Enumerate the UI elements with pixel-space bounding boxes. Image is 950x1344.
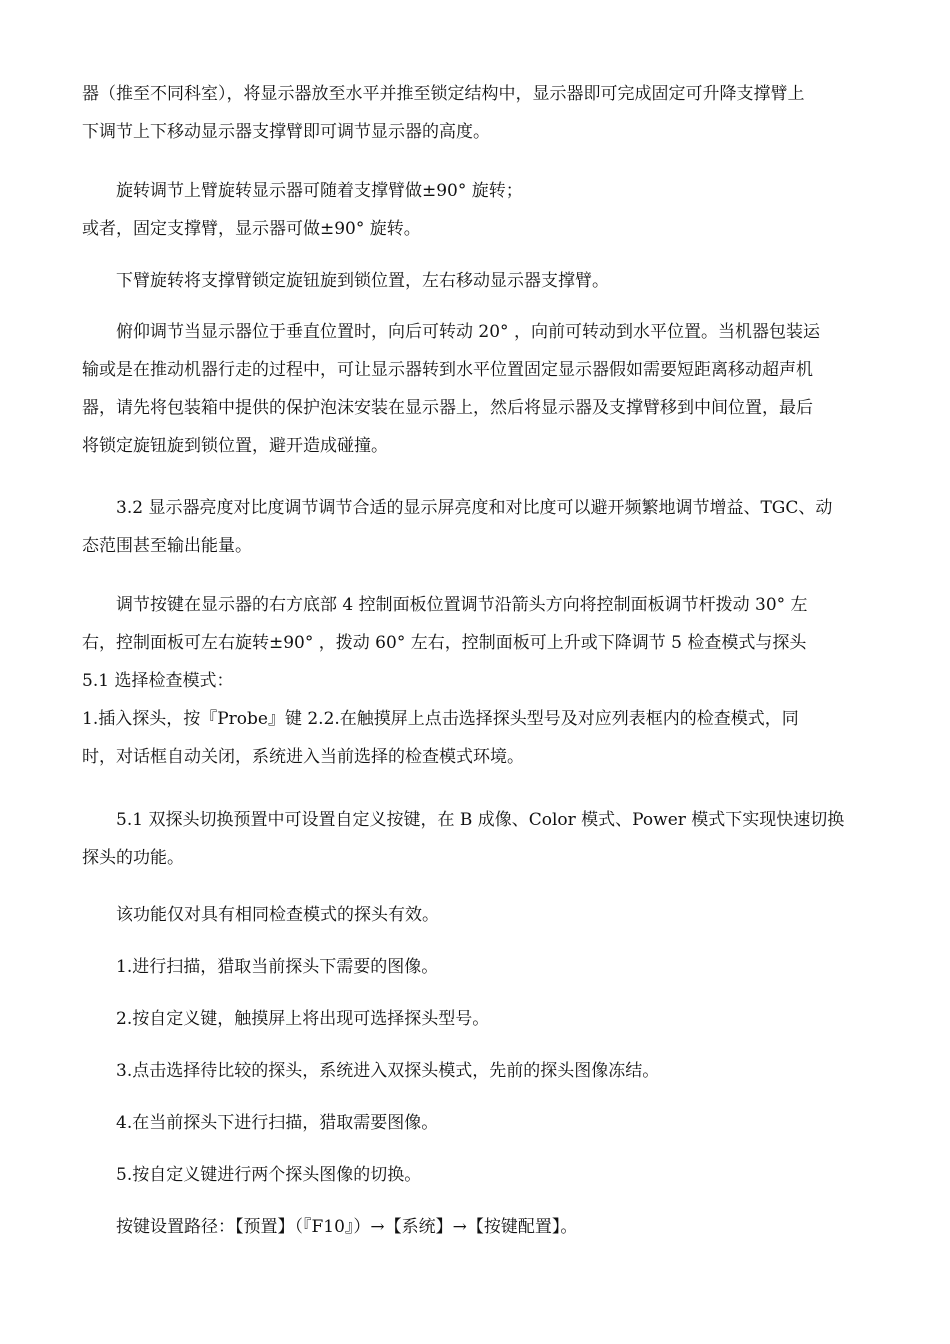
step-3: [82, 1052, 862, 1090]
text-line: 调节按键在显示器的右方底部 4 控制面板位置调节沿箭头方向将控制面板调节杆拨动 30° 左: [116, 595, 808, 615]
text-line: 1.插入探头，按『Probe』键 2.2.在触摸屏上点击选择探头型号及对应列表框内的检查模式，同: [82, 709, 799, 729]
text-line: 2.按自定义键，触摸屏上将出现可选择探头型号。: [116, 1009, 490, 1029]
paragraph-brightness: [82, 489, 862, 565]
text-line: 器，请先将包装箱中提供的保护泡沫安装在显示器上，然后将显示器及支撑臂移到中间位置，最后: [82, 398, 813, 418]
step-1: [82, 948, 862, 986]
text-line: 时，对话框自动关闭，系统进入当前选择的检查模式环境。: [82, 747, 524, 767]
text-line: 下调节上下移动显示器支撑臂即可调节显示器的高度。: [82, 122, 490, 142]
text-line: 下臂旋转将支撑臂锁定旋钮旋到锁位置，左右移动显示器支撑臂。: [116, 271, 609, 291]
step-5: [82, 1156, 862, 1194]
text-line: 3.点击选择待比较的探头，系统进入双探头模式，先前的探头图像冻结。: [116, 1061, 660, 1081]
step-4: [82, 1104, 862, 1142]
paragraph-lower-arm: [82, 262, 862, 300]
paragraph-note: [82, 896, 862, 934]
paragraph-rotation: [82, 172, 862, 248]
text-line: 该功能仅对具有相同检查模式的探头有效。: [116, 905, 439, 925]
paragraph-tilt: [82, 313, 862, 465]
text-line: 或者，固定支撑臂，显示器可做±90° 旋转。: [82, 219, 421, 239]
text-line: 5.1 双探头切换预置中可设置自定义按键，在 B 成像、Color 模式、Power 模式下实现快速切换: [116, 810, 845, 830]
text-line: 器（推至不同科室），将显示器放至水平并推至锁定结构中，显示器即可完成固定可升降支撑臂上: [82, 84, 805, 104]
paragraph-key-path: [82, 1208, 862, 1246]
text-line: 输或是在推动机器行走的过程中，可让显示器转到水平位置固定显示器假如需要短距离移动超声机: [82, 360, 813, 380]
text-line: 右，控制面板可左右旋转±90° ，拨动 60° 左右，控制面板可上升或下降调节 5 检查模式与探头: [82, 633, 807, 653]
text-line: 1.进行扫描，猎取当前探头下需要的图像。: [116, 957, 439, 977]
text-line: 态范围甚至输出能量。: [82, 536, 252, 556]
text-line: 探头的功能。: [82, 848, 184, 868]
text-line: 5.1 选择检查模式：: [82, 671, 234, 691]
text-line: 将锁定旋钮旋到锁位置，避开造成碰撞。: [82, 436, 388, 456]
paragraph-dual-probe: [82, 801, 862, 877]
text-line: 3.2 显示器亮度对比度调节调节合适的显示屏亮度和对比度可以避开频繁地调节增益、TGC、动: [116, 498, 833, 518]
text-line: 5.按自定义键进行两个探头图像的切换。: [116, 1165, 422, 1185]
paragraph-display-mount: [82, 75, 862, 151]
paragraph-control-panel: [82, 586, 862, 776]
text-line: 旋转调节上臂旋转显示器可随着支撑臂做±90° 旋转；: [116, 181, 523, 201]
step-2: [82, 1000, 862, 1038]
text-line: 按键设置路径：【预置】（『F10』）→【系统】→【按键配置】。: [116, 1217, 578, 1237]
text-line: 俯仰调节当显示器位于垂直位置时，向后可转动 20° ，向前可转动到水平位置。当机器包装运: [116, 322, 820, 342]
text-line: 4.在当前探头下进行扫描，猎取需要图像。: [116, 1113, 439, 1133]
